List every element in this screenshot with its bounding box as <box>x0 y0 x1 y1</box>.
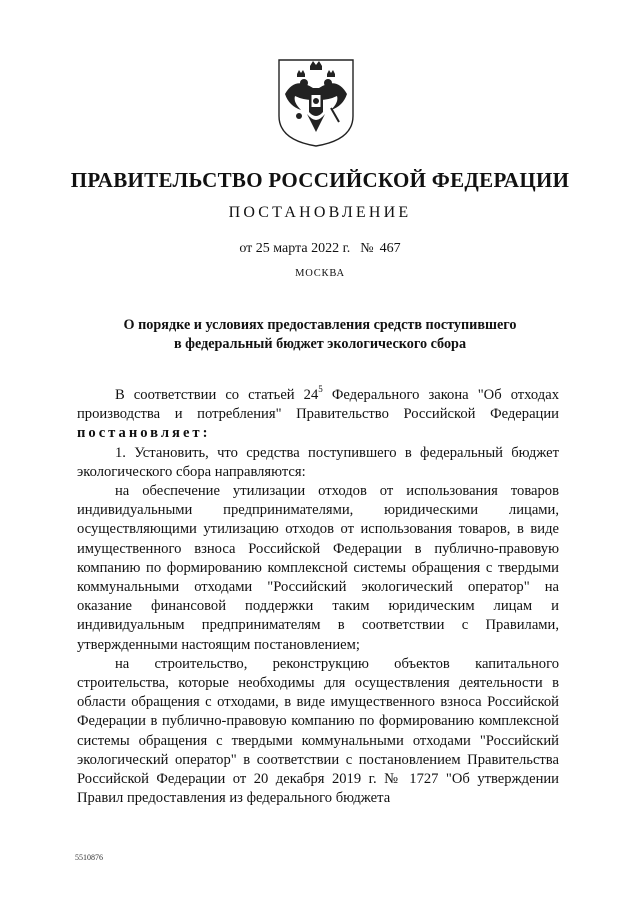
subject-line-2: в федеральный бюджет экологического сбора <box>173 336 467 352</box>
article-superscript: 5 <box>318 384 323 395</box>
decree-date: от 25 марта 2022 г. <box>239 241 351 256</box>
resolves-word: постановляет <box>77 425 203 442</box>
preamble-start: В соответствии со статьей 24 <box>115 387 319 403</box>
document-code: 5510876 <box>75 853 103 862</box>
document-type: ПОСТАНОВЛЕНИЕ <box>228 204 412 221</box>
decree-subject <box>0 316 640 354</box>
date-number-line <box>0 241 640 257</box>
coat-of-arms-icon <box>273 54 359 150</box>
preamble-paragraph <box>77 386 559 444</box>
city-name: МОСКВА <box>295 268 345 279</box>
resolves-colon: : <box>202 425 211 442</box>
government-title: ПРАВИТЕЛЬСТВО РОССИЙСКОЙ ФЕДЕРАЦИИ <box>70 168 570 192</box>
document-body <box>77 386 559 808</box>
paragraph-1: 1. Установить, что средства поступившего в федеральный бюджет экологического сбора направляются: <box>77 444 559 480</box>
preamble-end: Федерального закона "Об отходах производства и потребления" Правительство Российской Федерации <box>77 387 559 423</box>
paragraph-utilization: на обеспечение утилизации отходов от использования товаров индивидуальными предпринимателями, юридическими лицами, осуществляющими утилизацию отходов от использования товаров, в виде имущественного взноса Российской Федерации в публично-правовую компанию по формированию комплексной системы обращения с твердыми коммунальными отходами "Российский экологический оператор" на оказание финансовой поддержки таким юридическим лицам и индивидуальным предпринимателям в соответствии с Правилами, утвержденными настоящим постановлением; <box>77 483 559 653</box>
subject-line-1: О порядке и условиях предоставления средств поступившего <box>123 317 517 333</box>
paragraph-construction: на строительство, реконструкцию объектов капитального строительства, которые необходимы для осуществления деятельности в области обращения с отходами, в виде имущественного взноса Российской Федерации в публично-правовую компанию по формированию комплексной системы обращения с твердыми коммунальными отходами "Российский экологический оператор" в соответствии с постановлением Правительства Российской Федерации от 20 декабря 2019 г. № 1727 "Об утверждении Правил предоставления из федерального бюджета <box>77 655 559 807</box>
number-sign: № <box>360 241 374 256</box>
decree-number: 467 <box>379 241 401 256</box>
